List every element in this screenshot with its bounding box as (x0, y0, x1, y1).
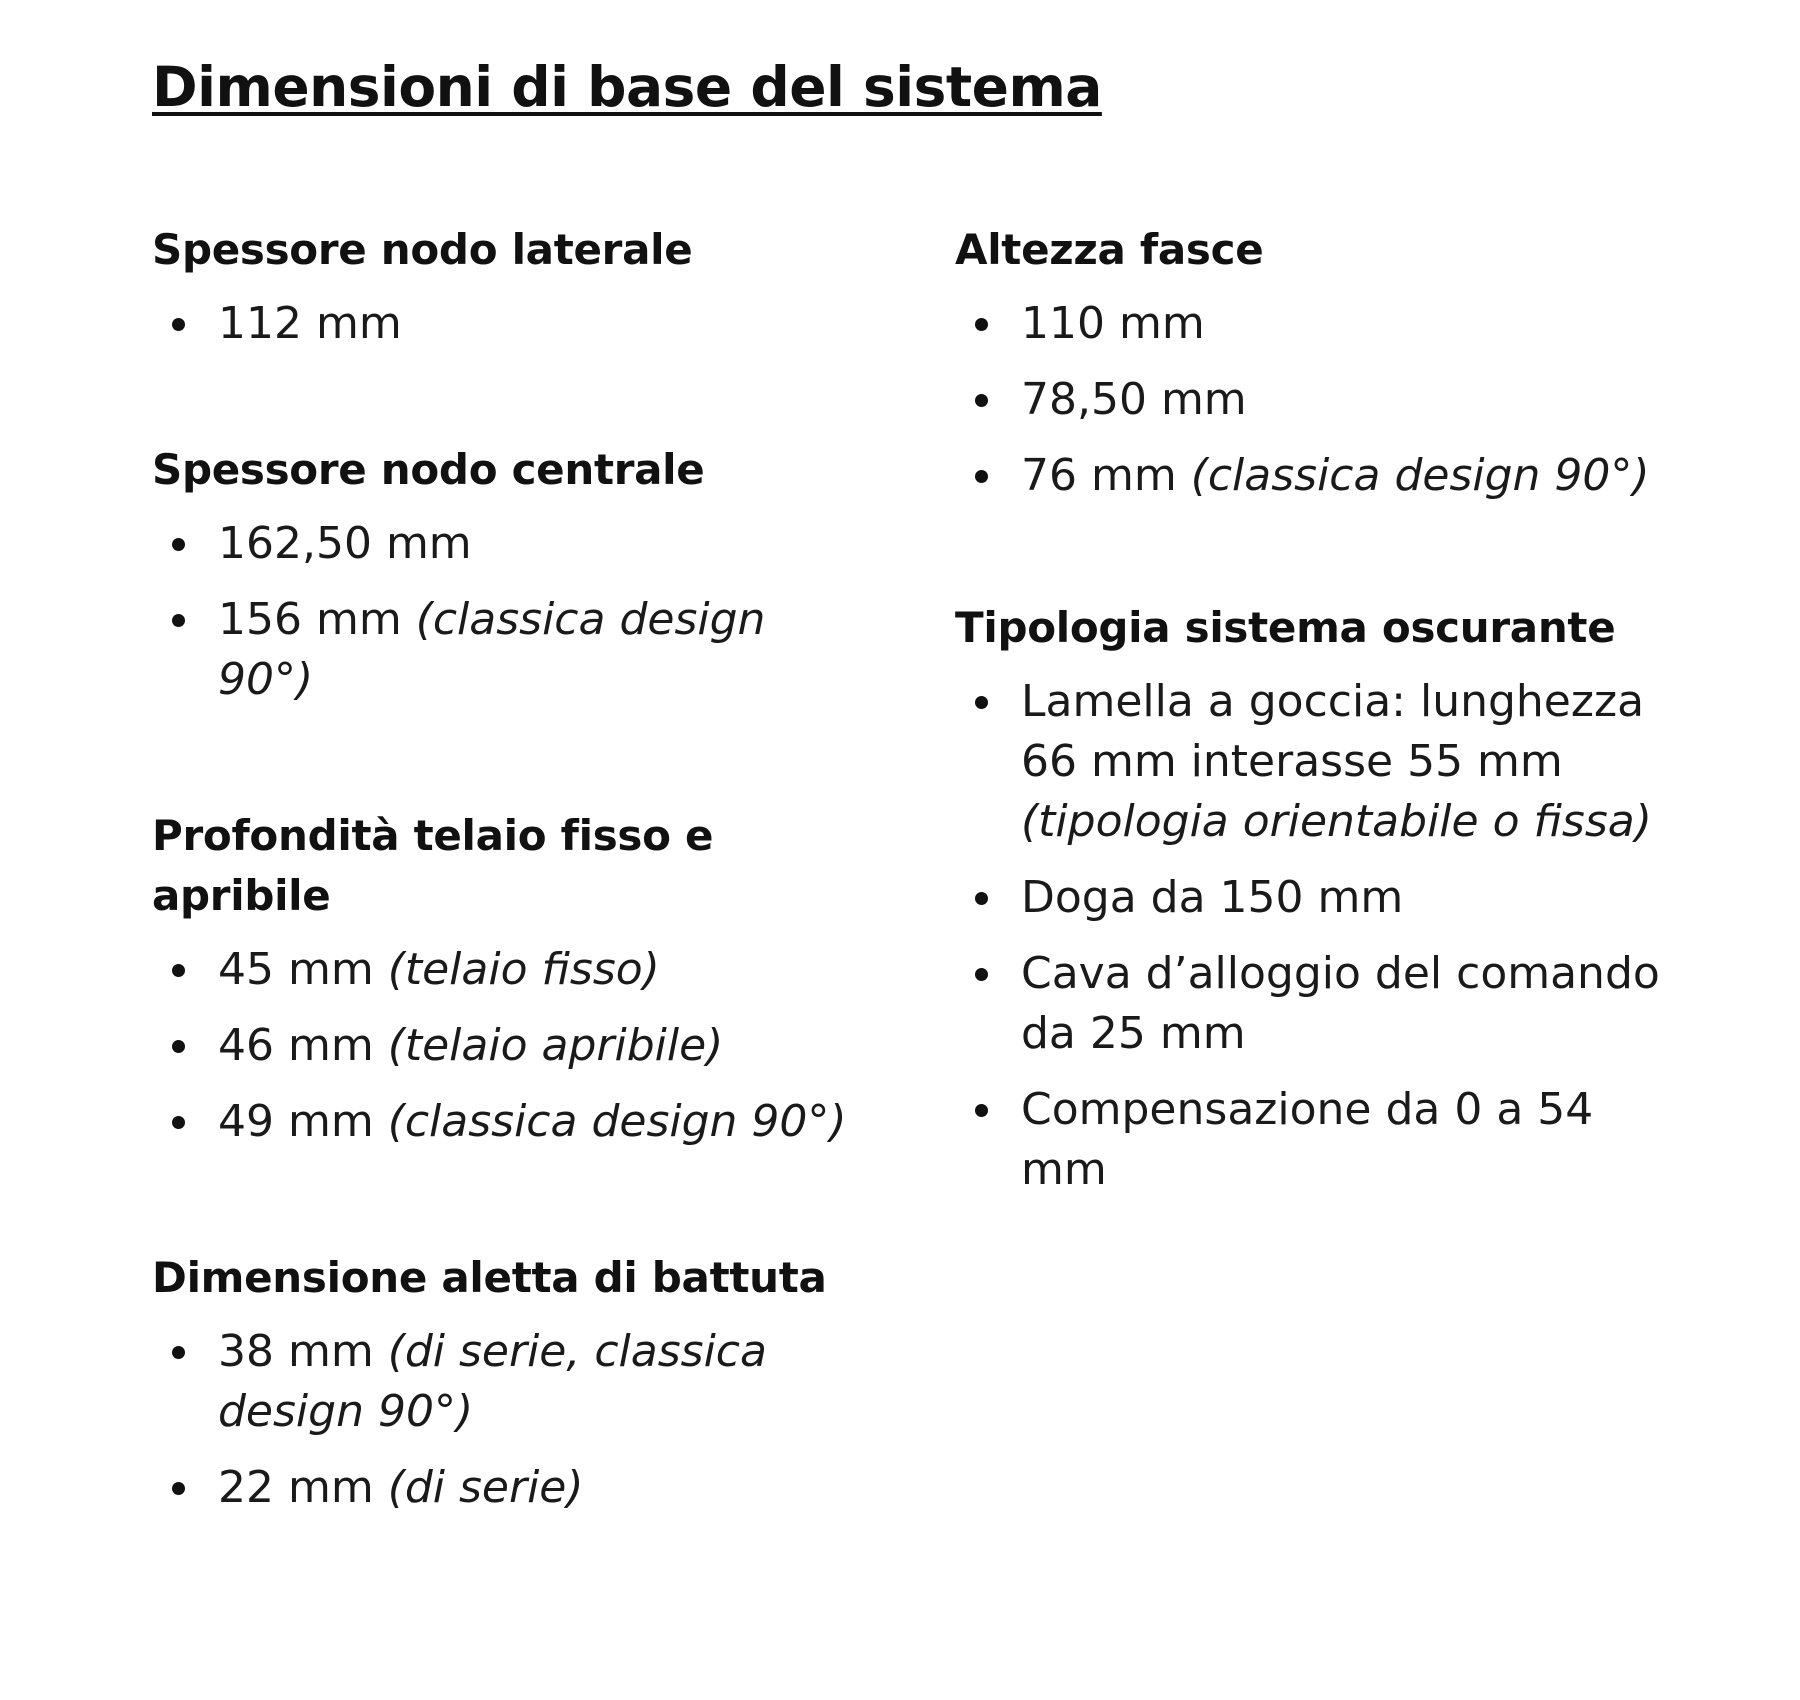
item-value: 112 mm (218, 298, 402, 349)
item-note: (telaio apribile) (387, 1020, 724, 1071)
list-item (152, 1016, 852, 1076)
item-value: Cava d’alloggio del comando da 25 mm (1021, 948, 1660, 1059)
list-item (152, 294, 852, 354)
item-value: Doga da 150 mm (1021, 872, 1404, 923)
section-heading: Spessore nodo centrale (152, 445, 705, 494)
list-item (152, 1458, 852, 1518)
section-tipologia-sistema-oscurante (955, 598, 1675, 1200)
list-item (152, 1092, 852, 1152)
section-spessore-nodo-centrale (152, 440, 852, 710)
item-value: 78,50 mm (1021, 374, 1247, 425)
spec-list (955, 294, 1675, 506)
list-item (955, 868, 1675, 928)
list-item (152, 514, 852, 574)
left-column (152, 220, 852, 1604)
section-heading: Spessore nodo laterale (152, 225, 693, 274)
section-dimensione-aletta (152, 1248, 852, 1518)
item-value: 110 mm (1021, 298, 1205, 349)
section-heading: Profondità telaio fisso e apribile (152, 811, 714, 920)
item-value: 46 mm (218, 1020, 388, 1071)
list-item (152, 940, 852, 1000)
item-value: 38 mm (218, 1326, 388, 1377)
item-value: 76 mm (1021, 450, 1191, 501)
right-column (955, 220, 1675, 1286)
list-item (955, 370, 1675, 430)
item-value: 162,50 mm (218, 518, 472, 569)
item-note: (di serie, classica design 90°) (218, 1326, 767, 1437)
section-heading: Dimensione aletta di battuta (152, 1253, 827, 1302)
list-item (955, 944, 1675, 1064)
section-profondita-telaio (152, 806, 852, 1152)
item-value: Compensazione da 0 a 54 mm (1021, 1084, 1594, 1195)
list-item (955, 446, 1675, 506)
item-value: 156 mm (218, 594, 416, 645)
item-note: (classica design 90°) (1190, 450, 1650, 501)
item-value: Lamella a goccia: lunghezza 66 mm interasse 55 mm (1021, 676, 1645, 787)
item-note: (classica design 90°) (387, 1096, 847, 1147)
list-item (955, 294, 1675, 354)
item-note: (tipologia orientabile o fissa) (1021, 796, 1652, 847)
item-value: 22 mm (218, 1462, 388, 1513)
list-item (955, 672, 1675, 852)
section-altezza-fasce (955, 220, 1675, 506)
section-heading: Altezza fasce (955, 225, 1264, 274)
list-item (152, 590, 852, 710)
item-value: 49 mm (218, 1096, 388, 1147)
item-note: (telaio fisso) (387, 944, 660, 995)
item-note: (classica design 90°) (218, 594, 766, 705)
page-title: Dimensioni di base del sistema (152, 55, 1102, 119)
spec-list (152, 294, 852, 354)
item-note: (di serie) (387, 1462, 584, 1513)
spec-list (152, 1322, 852, 1518)
section-spessore-nodo-laterale (152, 220, 852, 354)
list-item (955, 1080, 1675, 1200)
spec-list (152, 940, 852, 1152)
list-item (152, 1322, 852, 1442)
spec-list (955, 672, 1675, 1200)
item-value: 45 mm (218, 944, 388, 995)
spec-list (152, 514, 852, 710)
section-heading: Tipologia sistema oscurante (955, 603, 1616, 652)
